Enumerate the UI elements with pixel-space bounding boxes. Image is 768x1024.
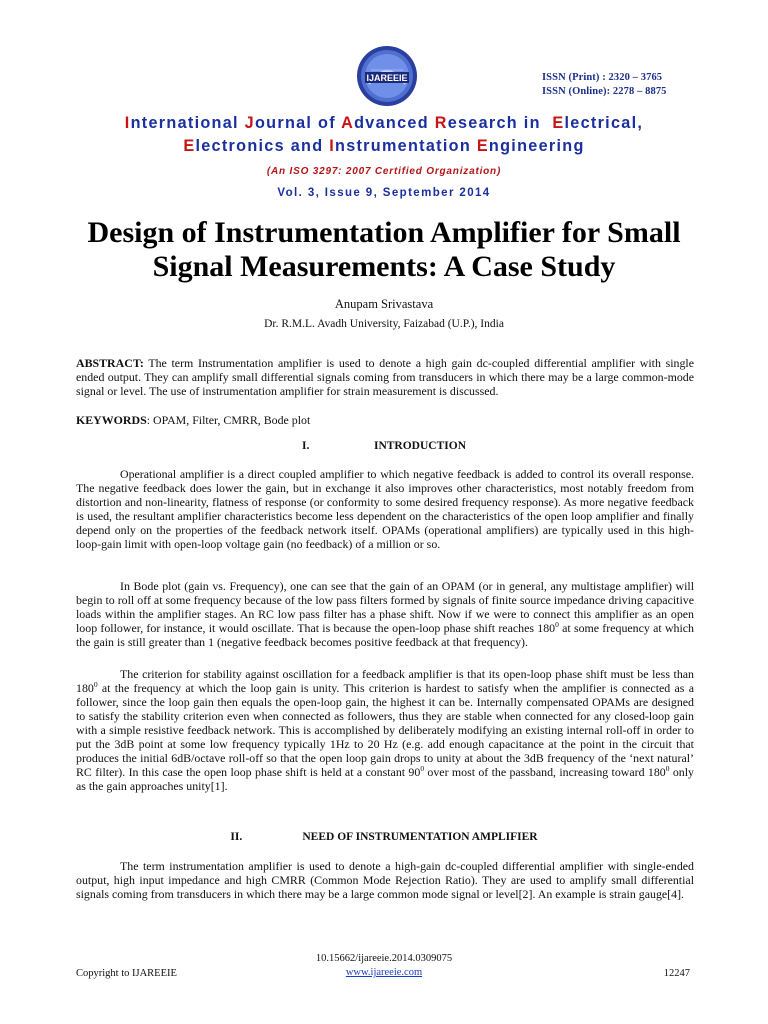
paragraph-3-text-d: only as the gain approaches unity[1].	[76, 765, 694, 793]
section-title: NEED OF INSTRUMENTATION AMPLIFIER	[302, 831, 538, 843]
journal-name-word: ngineering	[488, 137, 585, 155]
degree-superscript: 0	[665, 764, 670, 774]
journal-name-capital: I	[329, 137, 335, 155]
website-link[interactable]: www.ijareeie.com	[345, 967, 423, 978]
page-number: 12247	[663, 968, 690, 979]
paragraph-3-text-c: over most of the passband, increasing toward 180	[427, 765, 666, 779]
journal-name-line1	[0, 114, 768, 133]
journal-name-word: lectrical,	[564, 114, 644, 132]
section-number: II.	[230, 831, 243, 843]
section-heading-need	[0, 831, 768, 843]
section-number: I.	[301, 440, 310, 452]
journal-name-word: dvanced	[354, 114, 435, 132]
abstract	[76, 356, 694, 398]
journal-name-line2	[0, 137, 768, 156]
section-title: INTRODUCTION	[373, 440, 466, 452]
journal-name-capital: A	[341, 114, 355, 132]
journal-name-word: nternational	[130, 114, 245, 132]
paragraph-2-text-b: at some frequency at which the gain is still greater than 1 (negative feedback becomes positive feedback at that frequency).	[76, 621, 694, 649]
keywords-text: : OPAM, Filter, CMRR, Bode plot	[146, 413, 311, 427]
degree-superscript: 0	[93, 680, 98, 690]
degree-superscript: 0	[555, 620, 559, 630]
journal-name-word: lectronics and	[195, 137, 330, 155]
journal-name-capital: J	[244, 114, 255, 132]
paper-title: Design of Instrumentation Amplifier for Small Signal Measurements: A Case Study	[87, 216, 681, 283]
keywords	[76, 413, 694, 427]
paragraph-2-text-a: In Bode plot (gain vs. Frequency), one can see that the gain of an OPAM (or in general, any multistage amplifier) will begin to roll off at some frequency because of the low pass filters formed by signals of finite source impedance driving capacitive loads within the amplifier stages. An RC low pass filter has a phase shift. Now if we were to connect this amplifier as an open loop follower, for instance, it would oscillate. That is because the open-loop phase shift reaches 180	[76, 579, 694, 635]
abstract-text: The term Instrumentation amplifier is used to denote a high gain dc-coupled differential amplifier with single ended output. They can amplify small differential signals coming from transducers in which there may be a large common-mode signal or level. The use of instrumentation amplifier for strain measurement is discussed.	[76, 356, 694, 398]
journal-name-capital: E	[552, 114, 565, 132]
iso-certification: (An ISO 3297: 2007 Certified Organization)	[266, 166, 502, 177]
paragraph-3-text-a: The criterion for stability against oscillation for a feedback amplifier is that its open-loop phase shift must be less than 180	[76, 667, 694, 695]
journal-logo	[345, 44, 429, 108]
paragraph-4: The term instrumentation amplifier is used to denote a high-gain dc-coupled differential amplifier with single-ended output, high input impedance and high CMRR (Common Mode Rejection Ratio). They are used to amplify small differential signals coming from transducers in which there may be a large common mode signal or level[2]. An example is strain gauge[4].	[76, 859, 694, 901]
paragraph-1: Operational amplifier is a direct coupled amplifier to which negative feedback is added to control its overall response. The negative feedback does lower the gain, but in exchange it also improves other characteristics, most notably freedom from distortion and non-linearity, flatness of response (or conformity to some desired frequency response). As more negative feedback is used, the resultant amplifier characteristics become less dependent on the characteristics of the open loop amplifier and finally depend only on the properties of the feedback network itself. OPAMs (operational amplifiers) are typically used in this high-loop-gain limit with open-loop voltage gain (no feedback) of a million or so.	[76, 467, 694, 551]
issn-online: ISSN (Online): 2278 – 8875	[542, 86, 667, 97]
paragraph-3	[76, 667, 694, 793]
issn-print: ISSN (Print) : 2320 – 3765	[542, 72, 663, 83]
abstract-label: ABSTRACT:	[76, 356, 144, 370]
paragraph-3-text-b: at the frequency at which the loop gain is unity. This criterion is hardest to satisfy when the amplifier is connected as a follower, since the loop gain then equals the open-loop gain, the highest it can be. Internally compensated OPAMs are designed to satisfy the stability criterion even when connected as followers, thus they are stable when connected for any closed-loop gain with a simple resistive feedback network. This is accomplished by deliberately modifying an existing internal roll-off in order to put the 3dB point at some low frequency typically 1Hz to 20 Hz (e.g. add enough capacitance at the point in the circuit that produces the initial 6dB/octave roll-off so that the open loop gain drops to unity at about the 3dB frequency of the ‘next natural’ RC filter). In this case the open loop phase shift is held at a constant 90	[76, 681, 694, 779]
volume-issue: Vol. 3, Issue 9, September 2014	[277, 187, 491, 199]
journal-name-word: ournal of	[254, 114, 342, 132]
journal-name-capital: E	[476, 137, 489, 155]
journal-name-capital: I	[124, 114, 131, 132]
degree-superscript: 0	[420, 764, 425, 774]
paragraph-2	[76, 579, 694, 649]
journal-name-word: nstrumentation	[335, 137, 477, 155]
journal-name-capital: R	[434, 114, 448, 132]
doi: 10.15662/ijareeie.2014.0309075	[315, 953, 453, 964]
journal-name-capital: E	[183, 137, 196, 155]
logo-text: IJAREEIE	[366, 73, 408, 83]
author-affiliation: Dr. R.M.L. Avadh University, Faizabad (U.P.), India	[264, 318, 504, 330]
journal-name-word: esearch in	[447, 114, 553, 132]
author-name: Anupam Srivastava	[334, 297, 434, 311]
section-heading-introduction	[0, 440, 768, 452]
copyright: Copyright to IJAREEIE	[76, 968, 177, 979]
keywords-label: KEYWORDS	[76, 413, 147, 427]
